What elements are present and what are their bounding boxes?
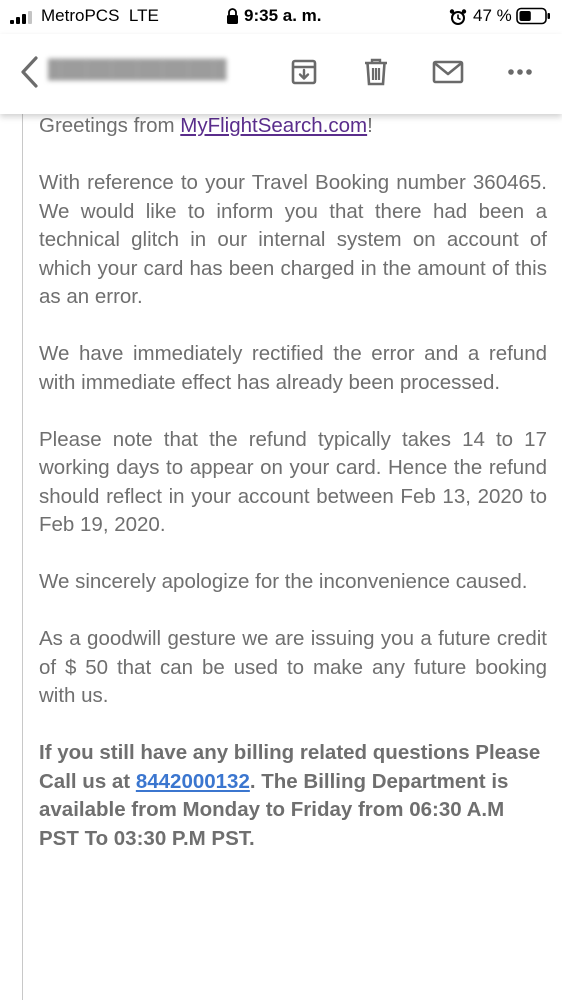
- battery-percent: 47 %: [473, 6, 512, 25]
- mark-unread-button[interactable]: [431, 55, 465, 89]
- message-divider: [22, 114, 23, 1000]
- email-subject-blurred: ██████████████: [48, 59, 227, 79]
- lock-icon: [226, 8, 239, 30]
- battery-icon: [516, 7, 552, 30]
- credit-paragraph: As a goodwill gesture we are issuing you a future credit of $ 50 that can be used to make any future booking with us.: [39, 627, 547, 707]
- apology-paragraph: We sincerely apologize for the inconvenience caused.: [39, 570, 528, 593]
- mail-icon: [432, 59, 464, 85]
- alarm-icon: [449, 8, 467, 31]
- trash-icon: [362, 57, 390, 87]
- email-body: [39, 112, 547, 882]
- chevron-left-icon: [16, 54, 42, 90]
- greeting-paragraph: Greetings from MyFlightSearch.com!: [39, 114, 373, 137]
- refund-timing-paragraph: Please note that the refund typically takes 14 to 17 working days to appear on your card. Hence the refund should reflect in your account between Feb 13, 2020 to Feb 19, 2020.: [39, 427, 547, 536]
- refund-paragraph: We have immediately rectified the error and a refund with immediate effect has already been processed.: [39, 342, 547, 394]
- status-bar: [0, 0, 562, 34]
- clock-time: 9:35 a. m.: [244, 6, 322, 25]
- website-link[interactable]: MyFlightSearch.com: [180, 114, 368, 137]
- more-icon: [507, 68, 533, 76]
- booking-paragraph: With reference to your Travel Booking number 360465. We would like to inform you that there had been a technical glitch in our internal system on account of which your card has been charged in the amount of this as an error.: [39, 171, 547, 308]
- archive-button[interactable]: [287, 55, 321, 89]
- mail-toolbar: [0, 34, 562, 114]
- phone-link[interactable]: 8442000132: [135, 769, 250, 793]
- contact-paragraph: If you still have any billing related questions Please Call us at 8442000132. The Billing Department is available from Monday to Friday from 06:30 A.M PST To 03:30 P.M PST.: [39, 741, 541, 850]
- delete-button[interactable]: [359, 55, 393, 89]
- more-options-button[interactable]: [503, 55, 537, 89]
- carrier-label: MetroPCS LTE: [41, 6, 159, 25]
- network-label: LTE: [128, 6, 159, 25]
- archive-icon: [290, 58, 318, 86]
- signal-icon: [10, 11, 32, 24]
